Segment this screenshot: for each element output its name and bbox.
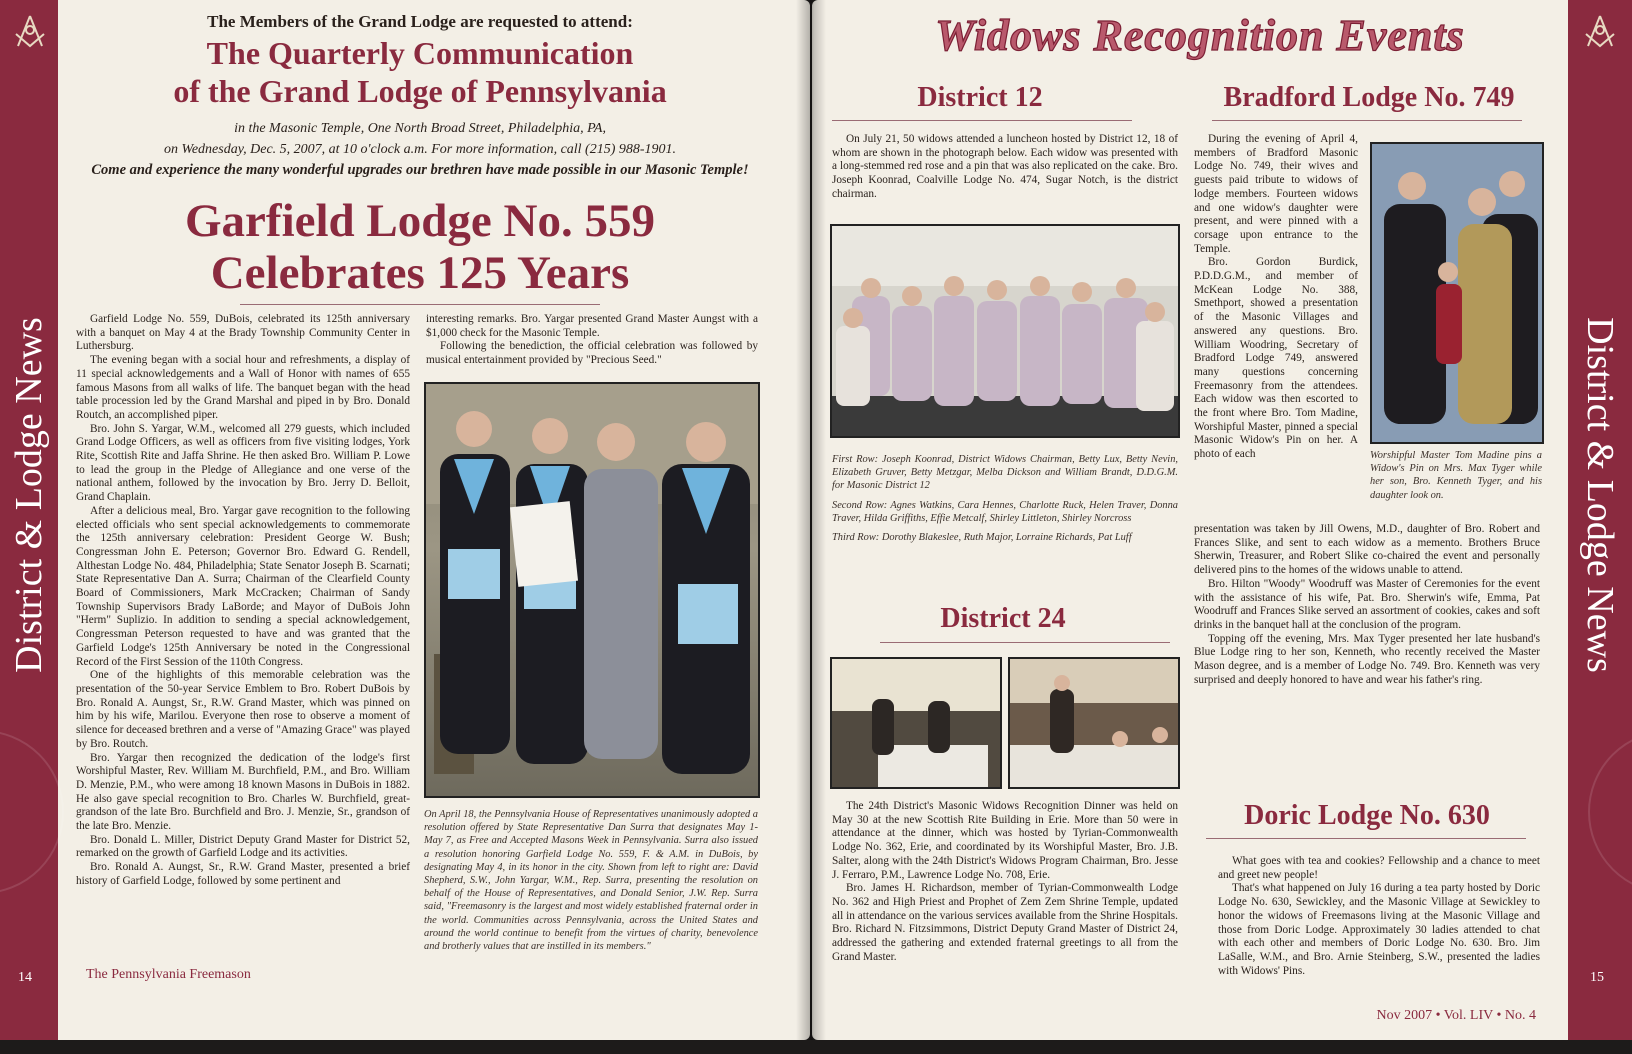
- paragraph: Garfield Lodge No. 559, DuBois, celebrated its 125th anniversary with a banquet on May 4 at the Brady Township Community Center in Luthersburg.: [76, 313, 410, 353]
- notice-intro: The Members of the Grand Lodge are requested to attend:: [207, 12, 633, 31]
- heading-rule: [1212, 120, 1522, 121]
- paragraph: interesting remarks. Bro. Yargar presented Grand Master Aungst with a $1,000 check for the Masonic Temple.: [426, 313, 758, 339]
- notice-title-2: of the Grand Lodge of Pennsylvania: [173, 73, 667, 109]
- district-24-photo-2: [1008, 657, 1180, 789]
- paragraph: Bro. Hilton "Woody" Woodruff was Master of Ceremonies for the event with the assistance of his wife, Pat. Bro. Sherwin's wife, Emma, Pat Woodruff and Frances Slike served an assortment of cookies, cakes and soft drinks in the banquet hall at the conclusion of the program.: [1194, 577, 1540, 631]
- bradford-wide-text: [1194, 523, 1540, 687]
- headline-rule: [240, 304, 600, 305]
- paragraph: On July 21, 50 widows attended a luncheon hosted by District 12, 18 of whom are shown in the photograph below. Each widow was presented with a long-stemmed red rose and a pin that was also replicated on the cake. Bro. Joseph Koonrad, Coalville Lodge No. 474, Sugar Notch, is the district chairman.: [832, 133, 1178, 200]
- paragraph: One of the highlights of this memorable celebration was the presentation of the 50-year Service Emblem to Bro. Robert DuBois by Bro. Ronald A. Aungst, Sr., R.W. Grand Master, which was pinned on him by his wife, Marilou. Everyone then rose to observe a moment of silence for deceased brethren and a verse of "Amazing Grace" was played by Bro. Routch.: [76, 669, 410, 750]
- headline-line-1: Garfield Lodge No. 559: [185, 195, 655, 247]
- garfield-photo-caption: On April 18, the Pennsylvania House of Representatives unanimously adopted a resolution offered by State Representative Dan Surra that designates May 1-May 7, as Free and Accepted Masons Week in Pennsylvania. Surra also issued a resolution honoring Garfield Lodge No. 559, F. & A.M. in DuBois, by designating May 4, in its honor in the city. Shown from left to right are: David Shepherd, S.W., John Yargar, W.M., Rep. Surra, presenting the resolution on behalf of the House of Representatives, and Donald Senior, J.W. Rep. Surra said, "Freemasonry is the largest and most widely established fraternal order in the world. Communities across Pennsylvania, across the United States and around the world continue to benefit from the virtues of charity, benevolence and brotherly values that are instilled in its members.": [424, 809, 758, 953]
- article-column-2: [426, 313, 758, 368]
- paragraph: Topping off the evening, Mrs. Max Tyger presented her late husband's Blue Lodge ring to her son, Kenneth, who recently received the Master Mason degree, and is a member of Lodge No. 749. Bro. Kenneth was very surprised and deeply honored to have and wear his father's ring.: [1194, 632, 1540, 686]
- bradford-heading: Bradford Lodge No. 749: [1223, 82, 1515, 113]
- notice-title-1: The Quarterly Communication: [206, 35, 634, 71]
- paragraph: Bro. John S. Yargar, W.M., welcomed all 279 guests, which included Grand Lodge Officers, as well as officers from five visiting lodges, York Rite, Scottish Rite and Jaffa Shrine. He then asked Bro. William P. Lowe to lead the group in the Pledge of Allegiance and one verse of the national anthem, followed by the invocation by Bro. Jerry D. Belloit, Grand Chaplain.: [76, 422, 410, 504]
- garfield-lodge-photo: [424, 382, 760, 798]
- publication-title: The Pennsylvania Freemason: [86, 967, 251, 982]
- caption-row: Third Row: Dorothy Blakeslee, Ruth Major, Lorraine Richards, Pat Luff: [832, 532, 1132, 544]
- page-number: 14: [18, 970, 32, 985]
- paragraph: During the evening of April 4, members of Bradford Masonic Lodge No. 749, their wives and guests paid tribute to widows of lodge members. Fourteen widows and one widow's daughter were present, and were pinned with a corsage upon entrance to the Temple.: [1194, 133, 1358, 255]
- district-24-text: [832, 800, 1178, 964]
- heading-rule: [880, 642, 1170, 643]
- paragraph: presentation was taken by Jill Owens, M.D., daughter of Bro. Robert and Frances Slike, and sent to each widow as a memento. Brothers Bruce Sherwin, Treasurer, and Robert Slike co-chaired the event and personally delivered pins to the homes of the widows unable to attend.: [1194, 523, 1540, 577]
- district-12-group-photo: [830, 224, 1180, 438]
- side-label: District & Lodge News: [8, 317, 50, 673]
- paragraph: The evening began with a social hour and refreshments, a display of 11 special acknowledgements and a Wall of Honor with names of 655 famous Masons from all walks of life. The banquet began with the head table procession led by the Grand Marshal and piped in by Bro. Donald Routch, an accomplished piper.: [76, 354, 410, 421]
- headline-line-2: Celebrates 125 Years: [210, 247, 630, 299]
- bradford-photo-caption: Worshipful Master Tom Madine pins a Widow's Pin on Mrs. Max Tyger while her son, Bro. Kenneth Tyger, and his daughter look on.: [1370, 450, 1542, 501]
- district-24-photo-1: [830, 657, 1002, 789]
- notice-location: in the Masonic Temple, One North Broad Street, Philadelphia, PA,: [234, 121, 606, 136]
- heading-rule: [832, 120, 1132, 121]
- bradford-photo: [1370, 142, 1544, 444]
- article-column-1: [76, 313, 410, 889]
- issue-info: Nov 2007 • Vol. LIV • No. 4: [1376, 1008, 1536, 1023]
- paragraph: Bro. Gordon Burdick, P.D.D.G.M., and member of McKean Lodge No. 388, Smethport, showed a presentation of the Masonic Villages and answered any questions. Bro. William Woodring, Secretary of Bradford Lodge 749, answered many questions concerning Freemasonry from the attendees. Each widow was then escorted to the front where Bro. Tom Madine, Worshipful Master, pinned a special Masonic Widow's Pin on her. A photo of each: [1194, 256, 1358, 461]
- side-label: District & Lodge News: [1579, 317, 1621, 673]
- caption-row: Second Row: Agnes Watkins, Cara Hennes, Charlotte Ruck, Helen Traver, Donna Traver, Hilda Griffiths, Effie Metcalf, Shirley Littleton, Shirley Norcross: [832, 499, 1178, 524]
- notice-invitation: Come and experience the many wonderful upgrades our brethren have made possible in our Masonic Temple!: [91, 162, 749, 178]
- heading-rule: [1206, 838, 1526, 839]
- paragraph: Bro. Donald L. Miller, District Deputy Grand Master for District 52, remarked on the growth of Garfield Lodge and its activities.: [76, 833, 410, 860]
- paragraph: Following the benediction, the official celebration was followed by musical entertainment provided by "Precious Seed.": [426, 340, 758, 367]
- paragraph: Bro. Ronald A. Aungst, Sr., R.W. Grand Master, presented a brief history of Garfield Lodge, followed by some pertinent and: [76, 861, 410, 887]
- doric-heading: Doric Lodge No. 630: [1244, 800, 1490, 831]
- paragraph: What goes with tea and cookies? Fellowship and a chance to meet and greet new people!: [1218, 855, 1540, 881]
- paragraph: Bro. Yargar then recognized the dedication of the lodge's first Worshipful Master, Rev. William M. Burchfield, P.M., and Bro. William D. Menzie, P.M., who were among 18 known Masons in DuBois in 1882. He also gave special recognition to Bro. Charles W. Burchfield, great-grandson of the late Bro. Burchfield and Bro. J. Menzie, Sr., grandson of the late Bro. Menzie.: [76, 751, 410, 833]
- widows-header: Widows Recognition Events: [935, 11, 1465, 60]
- paragraph: Bro. James H. Richardson, member of Tyrian-Commonwealth Lodge No. 362 and High Priest and Prophet of Zem Zem Shrine Temple, updated all in attendance on the various services available from the Shrine Hospitals. Bro. Richard N. Fitzsimmons, District Deputy Grand Master of District 24, addressed the gathering and extended fraternal greetings to all from the Grand Master.: [832, 882, 1178, 963]
- seal-watermark: [1588, 730, 1632, 894]
- district-12-heading: District 12: [917, 82, 1043, 113]
- district-24-heading: District 24: [940, 603, 1066, 634]
- paragraph: The 24th District's Masonic Widows Recognition Dinner was held on May 30 at the new Scottish Rite Building in Erie. More than 50 were in attendance at the dinner, which was hosted by Tyrian-Commonwealth Lodge No. 362, Erie, and coordinated by its Worshipful Master, Bro. J.B. Salter, along with the 24th District's Widows Program Chairman, Bro. Jesse J. Ferraro, P.M., Lawrence Lodge No. 708, Erie.: [832, 800, 1178, 881]
- square-and-compasses-emblem-icon: [1580, 12, 1620, 52]
- notice-date: on Wednesday, Dec. 5, 2007, at 10 o'clock a.m. For more information, call (215) 988-1901.: [163, 142, 677, 157]
- district-12-captions: [832, 453, 1178, 550]
- paragraph: That's what happened on July 16 during a tea party hosted by Doric Lodge No. 630, Sewickley, and the Masonic Village at Sewickley to honor the widows of Freemasons living at the Masonic Village and those from Doric Lodge. Approximately 30 ladies attended to chat with each other and members of Doric Lodge No. 630. Bro. Jim LaSalle, W.M., and Bro. Arnie Steinberg, S.W., presented the ladies with Widows' Pins.: [1218, 882, 1540, 977]
- paragraph: After a delicious meal, Bro. Yargar gave recognition to the following elected officials who sent special acknowledgements to commemorate the 125th anniversary celebration: President George W. Bush; Congressman John E. Peterson; Governor Bro. Edward G. Rendell, Althestan Lodge No. 484, Philadelphia; State Senator Joseph B. Scarnati; State Representative Dan A. Surra; Chairman of the Clearfield County Board of Commissioners, Mark McCracken; Chairman of Sandy Township Supervisors Brady LaBorde; and Mayor of DuBois John "Herm" Suplizio. In addition to sending a special acknowledgement, Congressman Peterson requested to have and was granted that the Garfield Lodge's 125th Anniversary be noted in the Congressional Record of the First Session of the 110th Congress.: [76, 504, 410, 668]
- page-gutter: [796, 0, 826, 1040]
- doric-text: [1218, 855, 1540, 978]
- caption-row: First Row: Joseph Koonrad, District Widows Chairman, Betty Lux, Betty Nevin, Elizabeth Gruver, Betty Metzgar, Melba Dickson and William Brandt, D.D.G.M. for Masonic District 12: [832, 454, 1178, 492]
- page-number: 15: [1590, 970, 1604, 985]
- square-and-compasses-emblem-icon: [10, 12, 50, 52]
- seal-watermark: [0, 730, 64, 894]
- bradford-narrow-text: [1194, 133, 1358, 462]
- district-12-text: [832, 133, 1178, 202]
